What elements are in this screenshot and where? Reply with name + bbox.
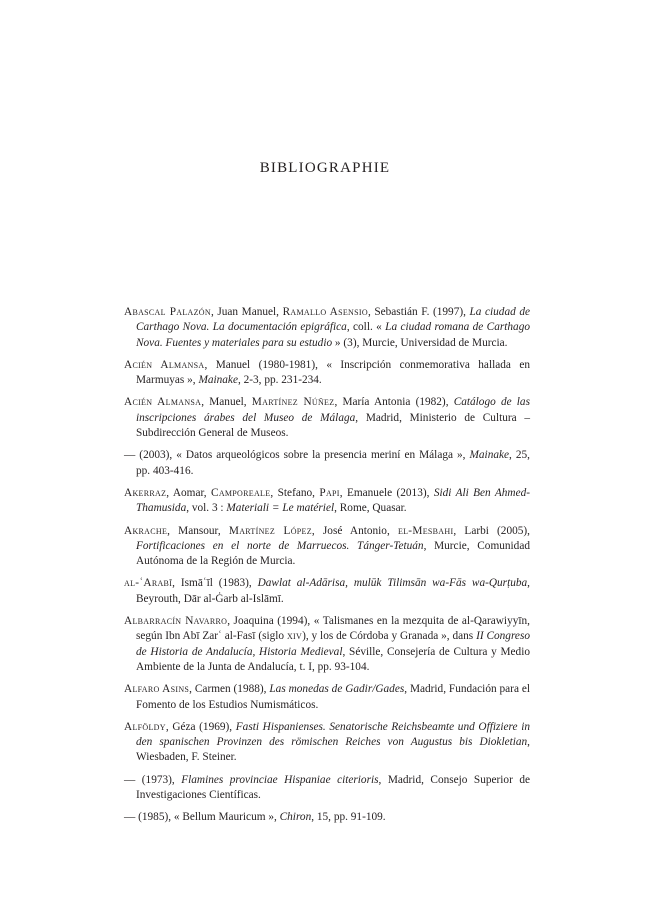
entry-text: — (1973), <box>124 773 182 786</box>
bibliography-entry <box>124 614 530 675</box>
bibliography-entry <box>124 448 530 479</box>
work-title: Materiali = Le matériel <box>226 502 335 515</box>
bibliography-entry <box>124 682 530 713</box>
bibliography-entry <box>124 486 530 517</box>
author-name: al-ʿArabī <box>124 577 173 590</box>
work-title: Mainake <box>198 374 238 387</box>
author-name: Acién Almansa <box>124 396 202 409</box>
work-title: II Congreso de Historia de Andalucía, Historia Medieval <box>136 630 530 658</box>
page-title: BIBLIOGRAPHIE <box>259 160 391 176</box>
entry-text: , Madrid, Ministerio de Cultura – Subdirección General de Museos. <box>136 411 531 440</box>
entry-text: , 15, pp. 91-109. <box>311 811 386 824</box>
entry-text: , Murcie, Comunidad Autónoma de la Región de Murcia. <box>136 539 530 568</box>
entry-text: , Joaquina (1994), « Talismanes en la mezquita de al-Qarawiyyīn, según Ibn Abī Zarʿ al-Fasī (siglo <box>136 615 530 643</box>
author-name: Akerraz <box>124 486 167 499</box>
entry-text: , Beyrouth, Dār al-Ġarb al-Islāmī. <box>136 577 530 605</box>
entry-text: , Rome, Quasar. <box>334 502 407 515</box>
work-title: La ciudad de Carthago Nova. La documentación epigráfica <box>136 306 530 334</box>
bibliography-entry <box>124 720 530 766</box>
entry-text: , Séville, Consejería de Cultura y Medio Ambiente de la Junta de Andalucía, t. I, pp. 93-104. <box>136 645 530 673</box>
work-title: Flamines provinciae Hispaniae citerioris <box>181 773 379 786</box>
author-name: Martínez López <box>228 524 312 537</box>
entry-text: , Emanuele (2013), <box>339 486 434 499</box>
entry-text: , Stefano, <box>270 486 320 499</box>
author-name: xiv <box>286 630 303 643</box>
bibliography-list <box>124 305 530 833</box>
work-title: Catálogo de las inscripciones árabes del Museo de Málaga <box>136 396 530 424</box>
entry-text: » (3), Murcie, Universidad de Murcia. <box>332 336 508 349</box>
entry-text: , Carmen (1988), <box>189 683 270 696</box>
work-title: Las monedas de Gadir/Gades <box>269 683 405 696</box>
work-title: Fasti Hispanienses. Senatorische Reichsbeamte und Offiziere in den spanischen Provinzen des römischen Reiches von Augustus bis Diokletian <box>136 720 530 749</box>
entry-text: , Manuel, <box>201 396 252 409</box>
work-title: Mainake <box>469 449 510 462</box>
entry-text: ), y los de Córdoba y Granada », dans <box>302 630 477 643</box>
author-name: Alföldy <box>124 720 166 733</box>
entry-text: , Juan Manuel, <box>210 306 283 318</box>
entry-text: , 25, pp. 403-416. <box>136 449 530 477</box>
bibliography-entry <box>124 810 530 825</box>
bibliography-entry <box>124 576 530 607</box>
author-name: Abascal Palazón <box>124 306 211 318</box>
bibliography-entry <box>124 395 530 441</box>
work-title: Dawlat al-Adārisa, mulūk Tilimsān wa-Fās wa-Qurṭuba <box>257 577 528 590</box>
work-title: Chiron <box>279 811 312 824</box>
work-title: Fortificaciones en el norte de Marruecos. Tánger-Tetuán <box>136 539 424 552</box>
bibliography-entry <box>124 524 530 570</box>
author-name: Ramallo Asensio <box>282 306 368 318</box>
bibliography-entry <box>124 305 530 351</box>
author-name: Albarracín Navarro <box>124 615 228 628</box>
author-name: Alfaro Asins <box>124 683 190 696</box>
bibliography-entry <box>124 358 530 389</box>
entry-text: — (2003), « Datos arqueológicos sobre la presencia meriní en Málaga », <box>124 449 470 462</box>
work-title: La ciudad romana de Carthago Nova. Fuentes y materiales para su estudio <box>136 321 530 349</box>
entry-text: , vol. 3 : <box>186 502 227 515</box>
author-name: Akrache <box>124 524 168 537</box>
author-name: Camporeale <box>210 486 271 499</box>
entry-text: , coll. « <box>346 321 386 334</box>
entry-text: , Madrid, Fundación para el Fomento de los Estudios Numismáticos. <box>136 683 531 711</box>
work-title: Sidi Ali Ben Ahmed-Thamusida <box>136 486 531 515</box>
author-name: Martínez Núñez <box>251 396 335 409</box>
entry-text: , Manuel (1980-1981), « Inscripción conmemorativa hallada en Marmuyas », <box>136 358 530 387</box>
entry-text: , María Antonia (1982), <box>334 396 454 409</box>
entry-text: , Larbi (2005), <box>453 524 530 537</box>
entry-text: , Madrid, Consejo Superior de Investigaciones Científicas. <box>136 773 530 802</box>
entry-text: , Aomar, <box>166 486 211 499</box>
entry-text: , Géza (1969), <box>165 720 236 733</box>
entry-text: , José Antonio, <box>311 524 398 537</box>
entry-text: , Sebastián F. (1997), <box>367 306 470 318</box>
author-name: Acién Almansa <box>124 358 205 371</box>
author-name: el-Mesbahi <box>397 524 454 537</box>
author-name: Papi <box>319 486 340 499</box>
entry-text: , 2-3, pp. 231-234. <box>237 374 322 387</box>
entry-text: — (1985), « Bellum Mauricum », <box>124 811 280 824</box>
entry-text: , Wiesbaden, F. Steiner. <box>136 736 530 764</box>
entry-text: , Ismāʿīl (1983), <box>172 577 258 590</box>
entry-text: , Mansour, <box>167 524 229 537</box>
bibliography-entry <box>124 773 530 804</box>
